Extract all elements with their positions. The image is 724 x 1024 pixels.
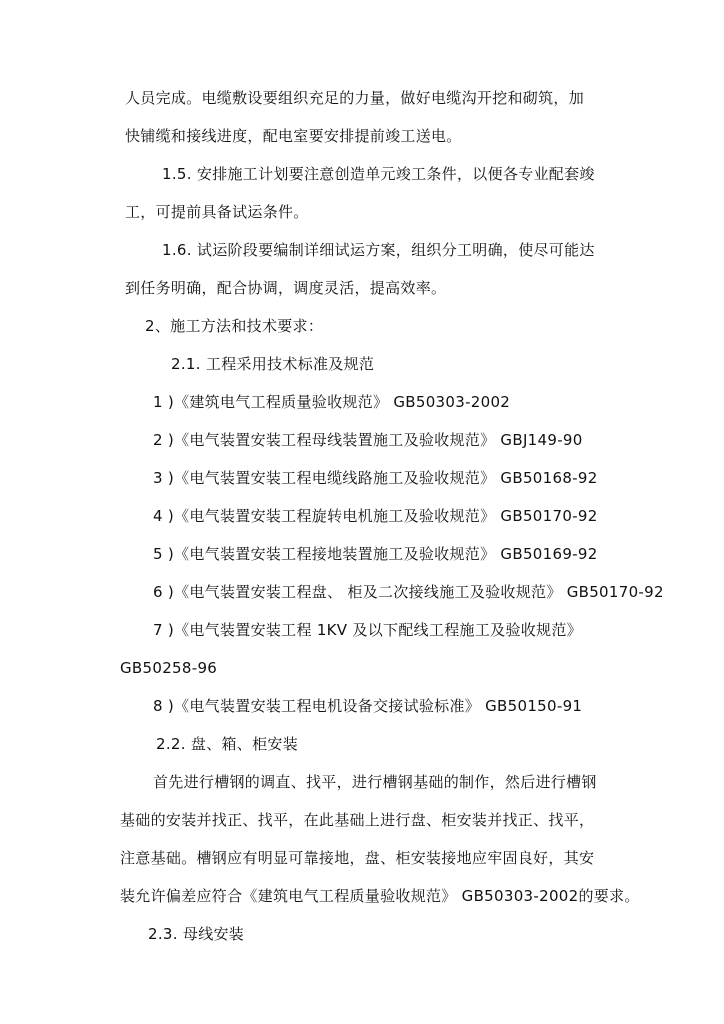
paragraph-text-line: 1.5. 安排施工计划要注意创造单元竣工条件，以便各专业配套竣 xyxy=(162,165,595,183)
paragraph-text-line: 快铺缆和接线进度，配电室要安排提前竣工送电。 xyxy=(125,127,462,145)
standard-list-item: 5 )《电气装置安装工程接地装置施工及验收规范》 GB50169-92 xyxy=(153,545,598,563)
subsection-heading: 2.1. 工程采用技术标准及规范 xyxy=(171,355,375,373)
standard-list-item: 6 )《电气装置安装工程盘、 柜及二次接线施工及验收规范》 GB50170-92 xyxy=(153,583,664,601)
standard-list-item: 8 )《电气装置安装工程电机设备交接试验标准》 GB50150-91 xyxy=(153,697,583,715)
paragraph-text-line: 首先进行槽钢的调直、找平，进行槽钢基础的制作，然后进行槽钢 xyxy=(153,773,597,791)
paragraph-text-line: 人员完成。电缆敷设要组织充足的力量，做好电缆沟开挖和砌筑，加 xyxy=(125,89,585,107)
standard-code: GB50258-96 xyxy=(120,659,218,677)
standard-list-item: 7 )《电气装置安装工程 1KV 及以下配线工程施工及验收规范》 xyxy=(153,621,582,639)
standard-list-item: 4 )《电气装置安装工程旋转电机施工及验收规范》 GB50170-92 xyxy=(153,507,598,525)
paragraph-text-line: 到任务明确，配合协调，调度灵活，提高效率。 xyxy=(125,279,447,297)
subsection-heading: 2.3. 母线安装 xyxy=(148,925,245,943)
paragraph-text-line: 装允许偏差应符合《建筑电气工程质量验收规范》 GB50303-2002的要求。 xyxy=(120,887,640,905)
standard-list-item: 3 )《电气装置安装工程电缆线路施工及验收规范》 GB50168-92 xyxy=(153,469,598,487)
paragraph-text-line: 工，可提前具备试运条件。 xyxy=(125,203,309,221)
paragraph-text-line: 基础的安装并找正、找平，在此基础上进行盘、柜安装并找正、找平， xyxy=(120,811,595,829)
standard-list-item: 2 )《电气装置安装工程母线装置施工及验收规范》 GBJ149-90 xyxy=(153,431,583,449)
paragraph-text-line: 注意基础。槽钢应有明显可靠接地，盘、柜安装接地应牢固良好，其安 xyxy=(120,849,595,867)
paragraph-text-line: 1.6. 试运阶段要编制详细试运方案，组织分工明确，使尽可能达 xyxy=(162,241,595,259)
subsection-heading: 2.2. 盘、箱、柜安装 xyxy=(156,735,298,753)
section-heading: 2、施工方法和技术要求： xyxy=(145,317,324,335)
standard-list-item: 1 )《建筑电气工程质量验收规范》 GB50303-2002 xyxy=(153,393,511,411)
